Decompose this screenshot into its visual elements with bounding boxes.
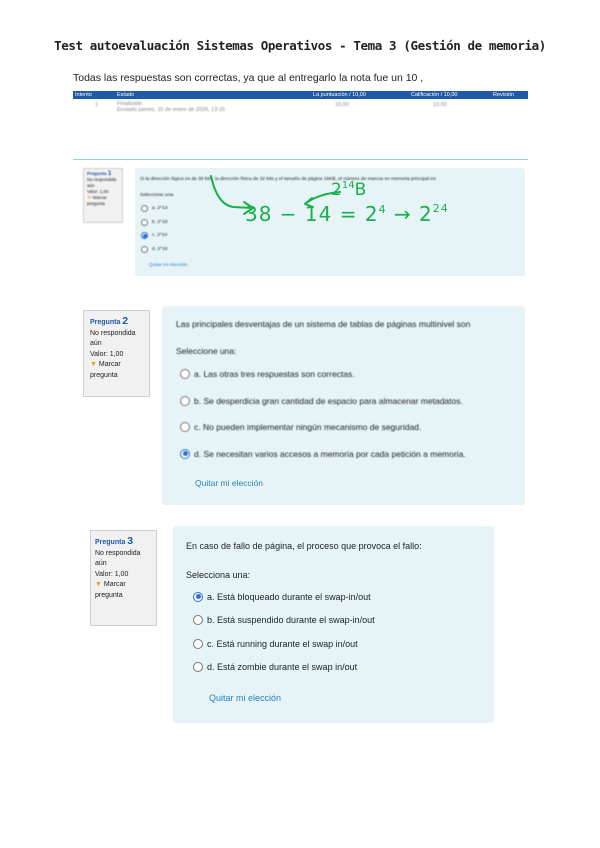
radio-button-selected[interactable] — [141, 232, 148, 239]
options — [141, 202, 168, 256]
option-a[interactable] — [193, 585, 375, 609]
option-label: d. Está zombie durante el swap in/out — [207, 662, 358, 673]
question-text: Las principales desventajas de un sistema de tablas de páginas multinivel son — [176, 319, 471, 329]
option-a[interactable] — [141, 202, 168, 216]
question-label: Pregunta — [90, 319, 121, 326]
question-box-2 — [162, 306, 525, 505]
table-header-cell: Estado — [117, 92, 135, 98]
option-d[interactable] — [180, 441, 466, 468]
question-info-2 — [83, 310, 150, 397]
flag-question[interactable] — [90, 360, 143, 381]
question-value: Valor: 1,00 — [87, 189, 109, 194]
option-label: b. 2^18 — [152, 219, 168, 225]
divider — [73, 159, 528, 160]
radio-button[interactable] — [193, 639, 203, 649]
table-header-cell: Revisión — [493, 92, 515, 98]
radio-button[interactable] — [193, 662, 203, 672]
question-text: En caso de fallo de página, el proceso que provoca el fallo: — [186, 541, 422, 551]
radio-button-selected[interactable] — [180, 449, 190, 459]
radio-button[interactable] — [180, 396, 190, 406]
option-label: a. Está bloqueado durante el swap-in/out — [207, 591, 371, 602]
option-label: a. Las otras tres respuestas son correctas. — [194, 369, 355, 380]
flag-label: Marcar pregunta — [95, 581, 126, 599]
attempt-state-detail: Enviado jueves, 15 de enero de 2026, 13:15 — [117, 107, 225, 113]
table-header-cell: Calificación / 10,00 — [411, 92, 458, 98]
question-status: No respondida aún — [95, 549, 141, 567]
attempt-score: 10,00 — [335, 102, 349, 108]
question-status: No respondida aún — [87, 177, 117, 188]
options — [193, 585, 375, 679]
option-label: c. Está running durante el swap in/out — [207, 638, 358, 649]
option-label: b. Está suspendido durante el swap-in/out — [207, 615, 375, 626]
question-text: Si la dirección lógica es de 38 bits, la dirección física de 32 bits y el tamaño de página 16KB, el número de marcos en memoria principal es: — [140, 177, 437, 182]
question-label: Pregunta — [95, 539, 126, 546]
flag-icon: ▼ — [87, 195, 92, 200]
option-d[interactable] — [193, 656, 375, 680]
table-header — [73, 91, 528, 99]
question-box-1 — [135, 168, 525, 276]
hand-note-top: $2^{14}B$ — [331, 180, 367, 200]
radio-button[interactable] — [141, 219, 148, 226]
option-c[interactable] — [180, 414, 466, 441]
question-info-3 — [90, 530, 157, 626]
clear-choice-link[interactable]: Quitar mi elección — [149, 263, 188, 268]
option-label: c. No pueden implementar ningún mecanismo de seguridad. — [194, 422, 422, 433]
question-number-value: 2 — [122, 315, 129, 327]
radio-button[interactable] — [180, 369, 190, 379]
flag-question[interactable] — [95, 580, 152, 601]
question-value: Valor: 1,00 — [95, 570, 129, 578]
option-label: c. 2^24 — [152, 233, 168, 239]
option-label: d. Se necesitan varios accesos a memoria por cada petición a memoria. — [194, 448, 466, 459]
option-label: d. 2^16 — [152, 246, 168, 252]
question-box-3 — [173, 526, 494, 723]
flag-icon: ▼ — [90, 361, 97, 368]
select-label: Selecciona una: — [186, 570, 251, 580]
table-header-cell: Intento — [75, 92, 92, 98]
radio-button[interactable] — [180, 422, 190, 432]
flag-label: Marcar pregunta — [87, 195, 107, 206]
radio-button[interactable] — [193, 615, 203, 625]
select-label: Seleccione una: — [176, 346, 237, 356]
hand-equation: $38 - 14 = 2^4 \to 2^{24}$ — [245, 202, 449, 226]
question-number-value: 3 — [127, 535, 134, 547]
question-number — [90, 316, 143, 329]
clear-choice-link[interactable]: Quitar mi elección — [209, 693, 282, 703]
attempt-number: 1 — [95, 102, 99, 108]
flag-label: Marcar pregunta — [90, 361, 121, 379]
option-c[interactable] — [141, 229, 168, 243]
option-d[interactable] — [141, 243, 168, 257]
option-b[interactable] — [141, 216, 168, 230]
option-a[interactable] — [180, 361, 466, 388]
question-value: Valor: 1,00 — [90, 350, 124, 358]
attempt-grade: 10,00 — [433, 102, 447, 108]
question-status: No respondida aún — [90, 329, 136, 347]
radio-button[interactable] — [141, 246, 148, 253]
option-label: a. 2^14 — [152, 206, 168, 212]
option-c[interactable] — [193, 632, 375, 656]
flag-question[interactable] — [87, 195, 119, 207]
attempt-state: Finalizado — [117, 101, 143, 107]
question-number-value: 1 — [107, 170, 112, 177]
select-label: Seleccione una: — [140, 193, 175, 198]
attempt-summary-table — [73, 91, 528, 113]
radio-button[interactable] — [141, 205, 148, 212]
option-b[interactable] — [180, 388, 466, 415]
document-note: Todas las respuestas son correctas, ya que al entregarlo la nota fue un 10 , — [73, 72, 424, 84]
flag-icon: ▼ — [95, 581, 102, 588]
option-label: b. Se desperdicia gran cantidad de espacio para almacenar metadatos. — [194, 395, 463, 406]
document-title: Test autoevaluación Sistemas Operativos - Tema 3 (Gestión de memoria) — [54, 38, 546, 53]
options — [180, 361, 466, 467]
option-b[interactable] — [193, 609, 375, 633]
question-label: Pregunta — [87, 171, 107, 176]
table-header-cell: La puntuación / 10,00 — [313, 92, 366, 98]
radio-button-selected[interactable] — [193, 592, 203, 602]
table-row — [73, 99, 528, 113]
question-number — [95, 536, 152, 549]
question-info-1 — [83, 168, 123, 223]
clear-choice-link[interactable]: Quitar mi elección — [195, 478, 264, 488]
